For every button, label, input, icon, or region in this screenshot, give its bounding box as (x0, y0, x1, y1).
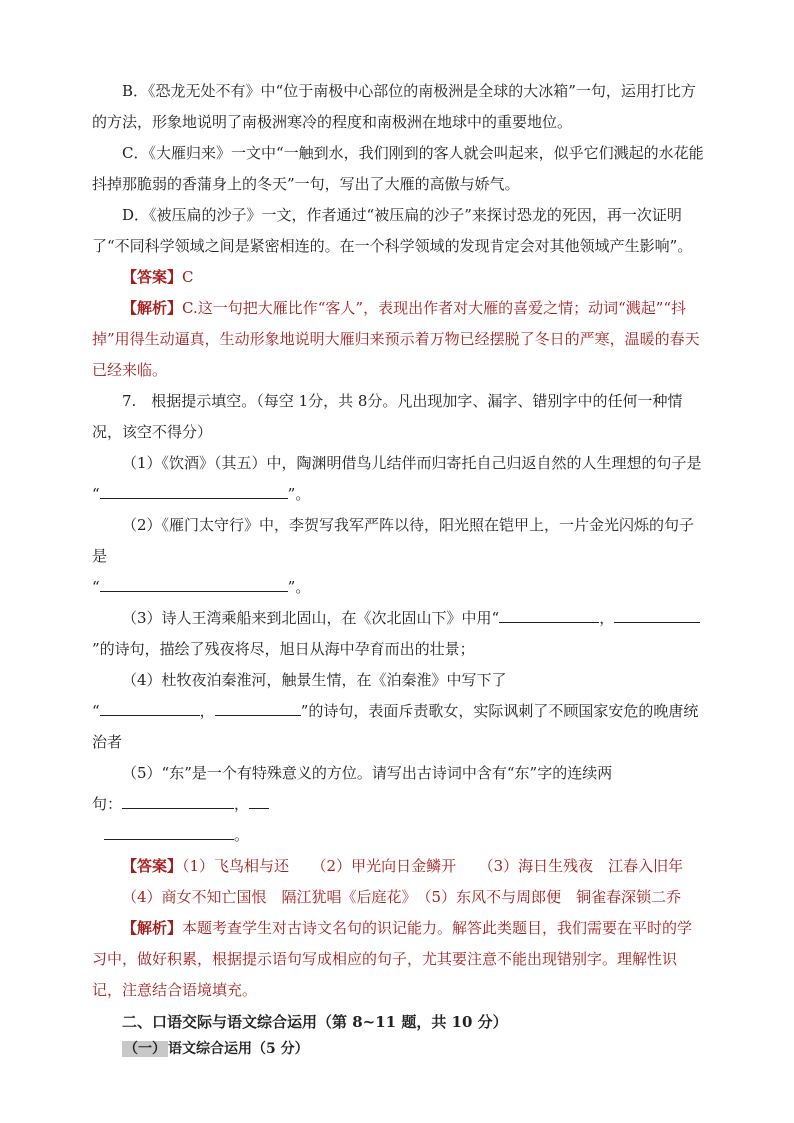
analysis-text: C.这一句把大雁比作“客人”，表现出作者对大雁的喜爱之情；动词“溅起”“抖掉”用得生动逼真，生动形象地说明大雁归来预示着万物已经摆脱了冬日的严寒，温暖的春天已经来临。 (92, 299, 700, 379)
question-7-item-4-blank-line (92, 696, 704, 758)
answer-blank[interactable] (614, 606, 700, 623)
subsection-name: 语文综合运用（5 分） (168, 1041, 309, 1057)
answer-blank[interactable] (104, 823, 234, 840)
answer-label: 【答案】 (122, 268, 183, 286)
answer-label: 【答案】 (122, 857, 183, 875)
question-7-stem: 7. 根据提示填空。（每空 1分，共 8分。凡出现加字、漏字、错别字中的任何一种情况，该空不得分） (92, 392, 683, 441)
analysis-text: 本题考查学生对古诗文名句的识记能力。解答此类题目，我们需要在平时的学习中，做好积累，根据提示语句写成相应的句子，尤其要注意不能出现错别字。理解性识记，注意结合语境填充。 (92, 919, 693, 999)
close-quote: ”。 (287, 485, 311, 503)
subsection-number: （一） (124, 1041, 166, 1057)
close-quote: ”。 (287, 578, 311, 596)
question-7-item-1: （1）《饮酒》（其五）中，陶渊明借鸟儿结伴而归寄托自己归返自然的人生理想的句子是 (122, 454, 702, 472)
subsection-1-title (122, 1039, 309, 1059)
analysis-label: 【解析】 (122, 919, 183, 937)
option-b: B．《恐龙无处不有》中“位于南极中心部位的南极洲是全球的大冰箱”一句，运用打比方的方法，形象地说明了南极洲寒冷的程度和南极洲在地球中的重要地位。 (92, 82, 696, 131)
comma: ， (199, 702, 215, 720)
answer-blank[interactable] (100, 482, 288, 499)
item-3-text-b: ”的诗句，描绘了残夜将尽，旭日从海中孕育而出的壮景； (92, 640, 475, 658)
q6-answer (92, 262, 704, 293)
item-3-text-a: （3）诗人王湾乘船来到北固山，在《次北固山下》中用“ (122, 609, 500, 627)
option-c: C．《大雁归来》一文中“一触到水，我们刚到的客人就会叫起来，似乎它们溅起的水花能抖掉那脆弱的香蒲身上的冬天”一句，写出了大雁的高傲与娇气。 (92, 144, 704, 193)
question-7-item-2: （2）《雁门太守行》中，李贺写我军严阵以待，阳光照在铠甲上，一片金光闪烁的句子是 (92, 516, 695, 565)
period: 。 (234, 826, 250, 844)
answer-blank[interactable] (100, 575, 288, 592)
question-7-item-1-blank-line (92, 479, 704, 510)
answer-blank[interactable] (249, 792, 269, 809)
q7-answer (92, 851, 704, 882)
option-d: D．《被压扁的沙子》一文，作者通过“被压扁的沙子”来探讨恐龙的死因，再一次证明了“不同科学领域之间是紧密相连的。在一个科学领域的发现肯定会对其他领域产生影响”。 (92, 206, 693, 255)
answer-line-2: （4）商女不知亡国恨 隔江犹唱《后庭花》 （5）东风不与周郎便 铜雀春深锁二乔 (122, 888, 682, 906)
open-quote: “ (92, 578, 100, 596)
answer-blank[interactable] (100, 699, 200, 716)
comma: ， (599, 609, 615, 627)
section-2-title: 二、口语交际与语文综合运用（第 8~11 题，共 10 分） (122, 1013, 508, 1031)
analysis-label: 【解析】 (122, 299, 183, 317)
open-quote: “ (92, 485, 100, 503)
q7-analysis (92, 913, 704, 1006)
item-5-text-b: 句： (92, 795, 123, 813)
answer-line-1: （1）飞鸟相与还 （2）甲光向日金鳞开 （3）海日生残夜 江春入旧年 (182, 857, 684, 875)
answer-blank[interactable] (499, 606, 599, 623)
question-7-item-4: （4）杜牧夜泊秦淮河，触景生情，在《泊秦淮》中写下了 (122, 671, 507, 689)
question-7-item-2-blank-line (92, 572, 704, 603)
answer-blank[interactable] (122, 792, 234, 809)
item-4-text-b: ”的诗句，表面斥责歌女，实际讽刺了不顾国家安危的晚唐统治者 (92, 702, 699, 751)
q6-analysis (92, 293, 704, 386)
answer-value: C (182, 268, 194, 286)
open-quote: “ (92, 702, 100, 720)
answer-blank[interactable] (215, 699, 301, 716)
comma: ， (234, 795, 250, 813)
question-7-item-3 (92, 603, 704, 665)
question-7-item-5-blank-line (92, 789, 704, 820)
question-7-item-5: （5）“东”是一个有特殊意义的方位。请写出古诗词中含有“东”字的连续两 (122, 764, 613, 782)
q7-answer-continued (92, 882, 704, 913)
question-7-item-5-blank-line-2 (92, 820, 704, 851)
